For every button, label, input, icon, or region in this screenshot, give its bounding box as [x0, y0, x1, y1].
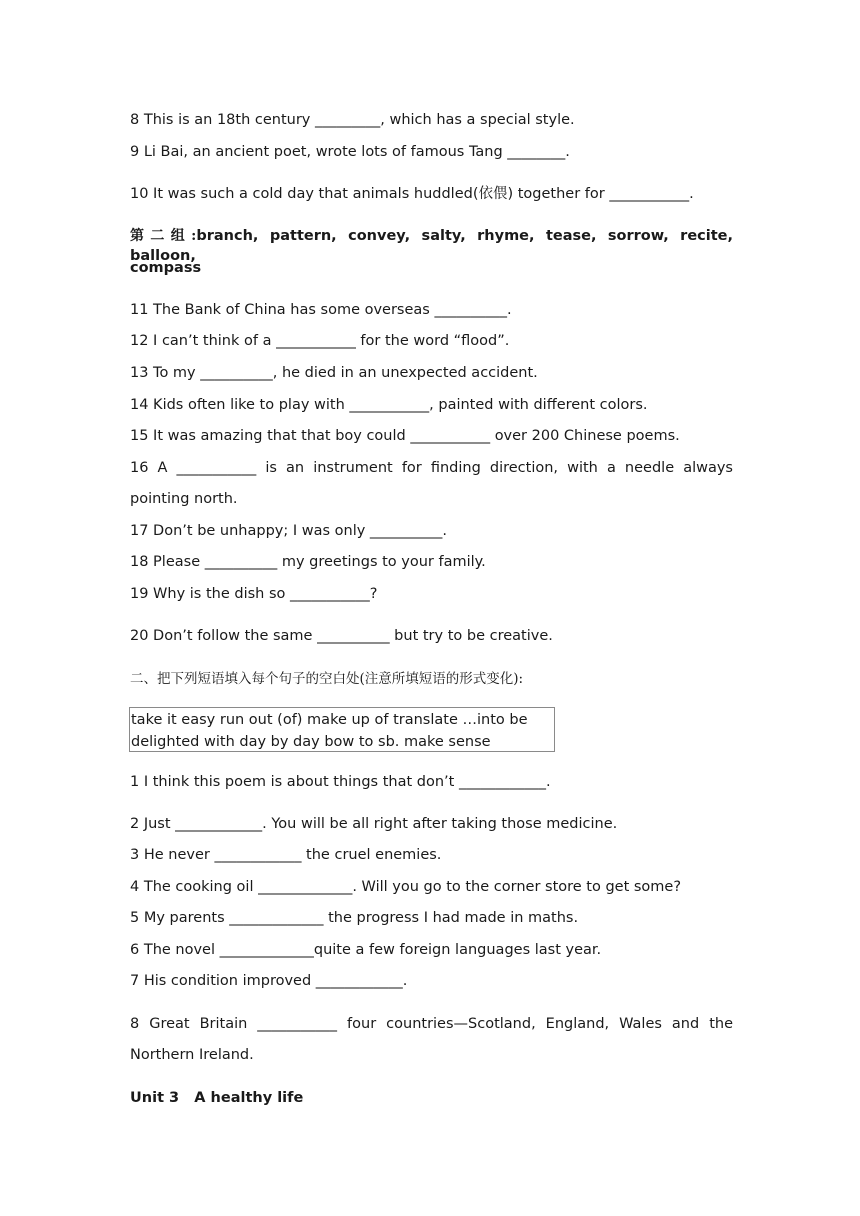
part2-sentence-2: 2 Just ____________. You will be all right after taking those medicine. [130, 816, 618, 832]
sentence-16-line2: pointing north. [130, 491, 238, 507]
part2-sentence-1: 1 I think this poem is about things that don’t ____________. [130, 774, 551, 790]
part2-sentence-6: 6 The novel _____________quite a few foreign languages last year. [130, 942, 602, 958]
sentence-11: 11 The Bank of China has some overseas __________. [130, 302, 512, 318]
group2-label: 第二组: [130, 228, 197, 244]
phrase-row-1: take it easy run out (of) make up of translate …into be [131, 712, 528, 728]
part2-sentence-7: 7 His condition improved ____________. [130, 973, 408, 989]
unit-heading: Unit 3 A healthy life [130, 1090, 304, 1106]
part2-sentence-8-line2: Northern Ireland. [130, 1047, 254, 1063]
phrase-box [129, 707, 555, 752]
part2-sentence-8-line1: 8 Great Britain ___________ four countries—Scotland, England, Wales and the [130, 1016, 733, 1032]
sentence-19: 19 Why is the dish so ___________? [130, 586, 378, 602]
part2-sentence-4: 4 The cooking oil _____________. Will you go to the corner store to get some? [130, 879, 682, 895]
sentence-15: 15 It was amazing that that boy could ___________ over 200 Chinese poems. [130, 428, 680, 444]
part2-sentence-5: 5 My parents _____________ the progress I had made in maths. [130, 910, 579, 926]
sentence-18: 18 Please __________ my greetings to your family. [130, 554, 486, 570]
sentence-13: 13 To my __________, he died in an unexpected accident. [130, 365, 538, 381]
sentence-17: 17 Don’t be unhappy; I was only __________. [130, 523, 448, 539]
sentence-16-line1: 16 A ___________ is an instrument for finding direction, with a needle always [130, 460, 733, 476]
group2-words-line1: branch, pattern, convey, salty, rhyme, tease, sorrow, recite, balloon, [130, 228, 734, 264]
sentence-9-group1: 9 Li Bai, an ancient poet, wrote lots of famous Tang ________. [130, 144, 570, 160]
phrase-row-2: delighted with day by day bow to sb. make sense [131, 734, 491, 750]
sentence-10-group1: 10 It was such a cold day that animals huddled(依偎) together for ___________. [130, 186, 694, 202]
sentence-20: 20 Don’t follow the same __________ but try to be creative. [130, 628, 553, 644]
part2-heading: 二、把下列短语填入每个句子的空白处(注意所填短语的形式变化): [130, 671, 524, 687]
group2-words-line2: compass [130, 260, 202, 276]
part2-sentence-3: 3 He never ____________ the cruel enemies. [130, 847, 442, 863]
sentence-14: 14 Kids often like to play with ___________, painted with different colors. [130, 397, 648, 413]
sentence-12: 12 I can’t think of a ___________ for the word “flood”. [130, 333, 510, 349]
sentence-8-group1: 8 This is an 18th century _________, which has a special style. [130, 112, 575, 128]
